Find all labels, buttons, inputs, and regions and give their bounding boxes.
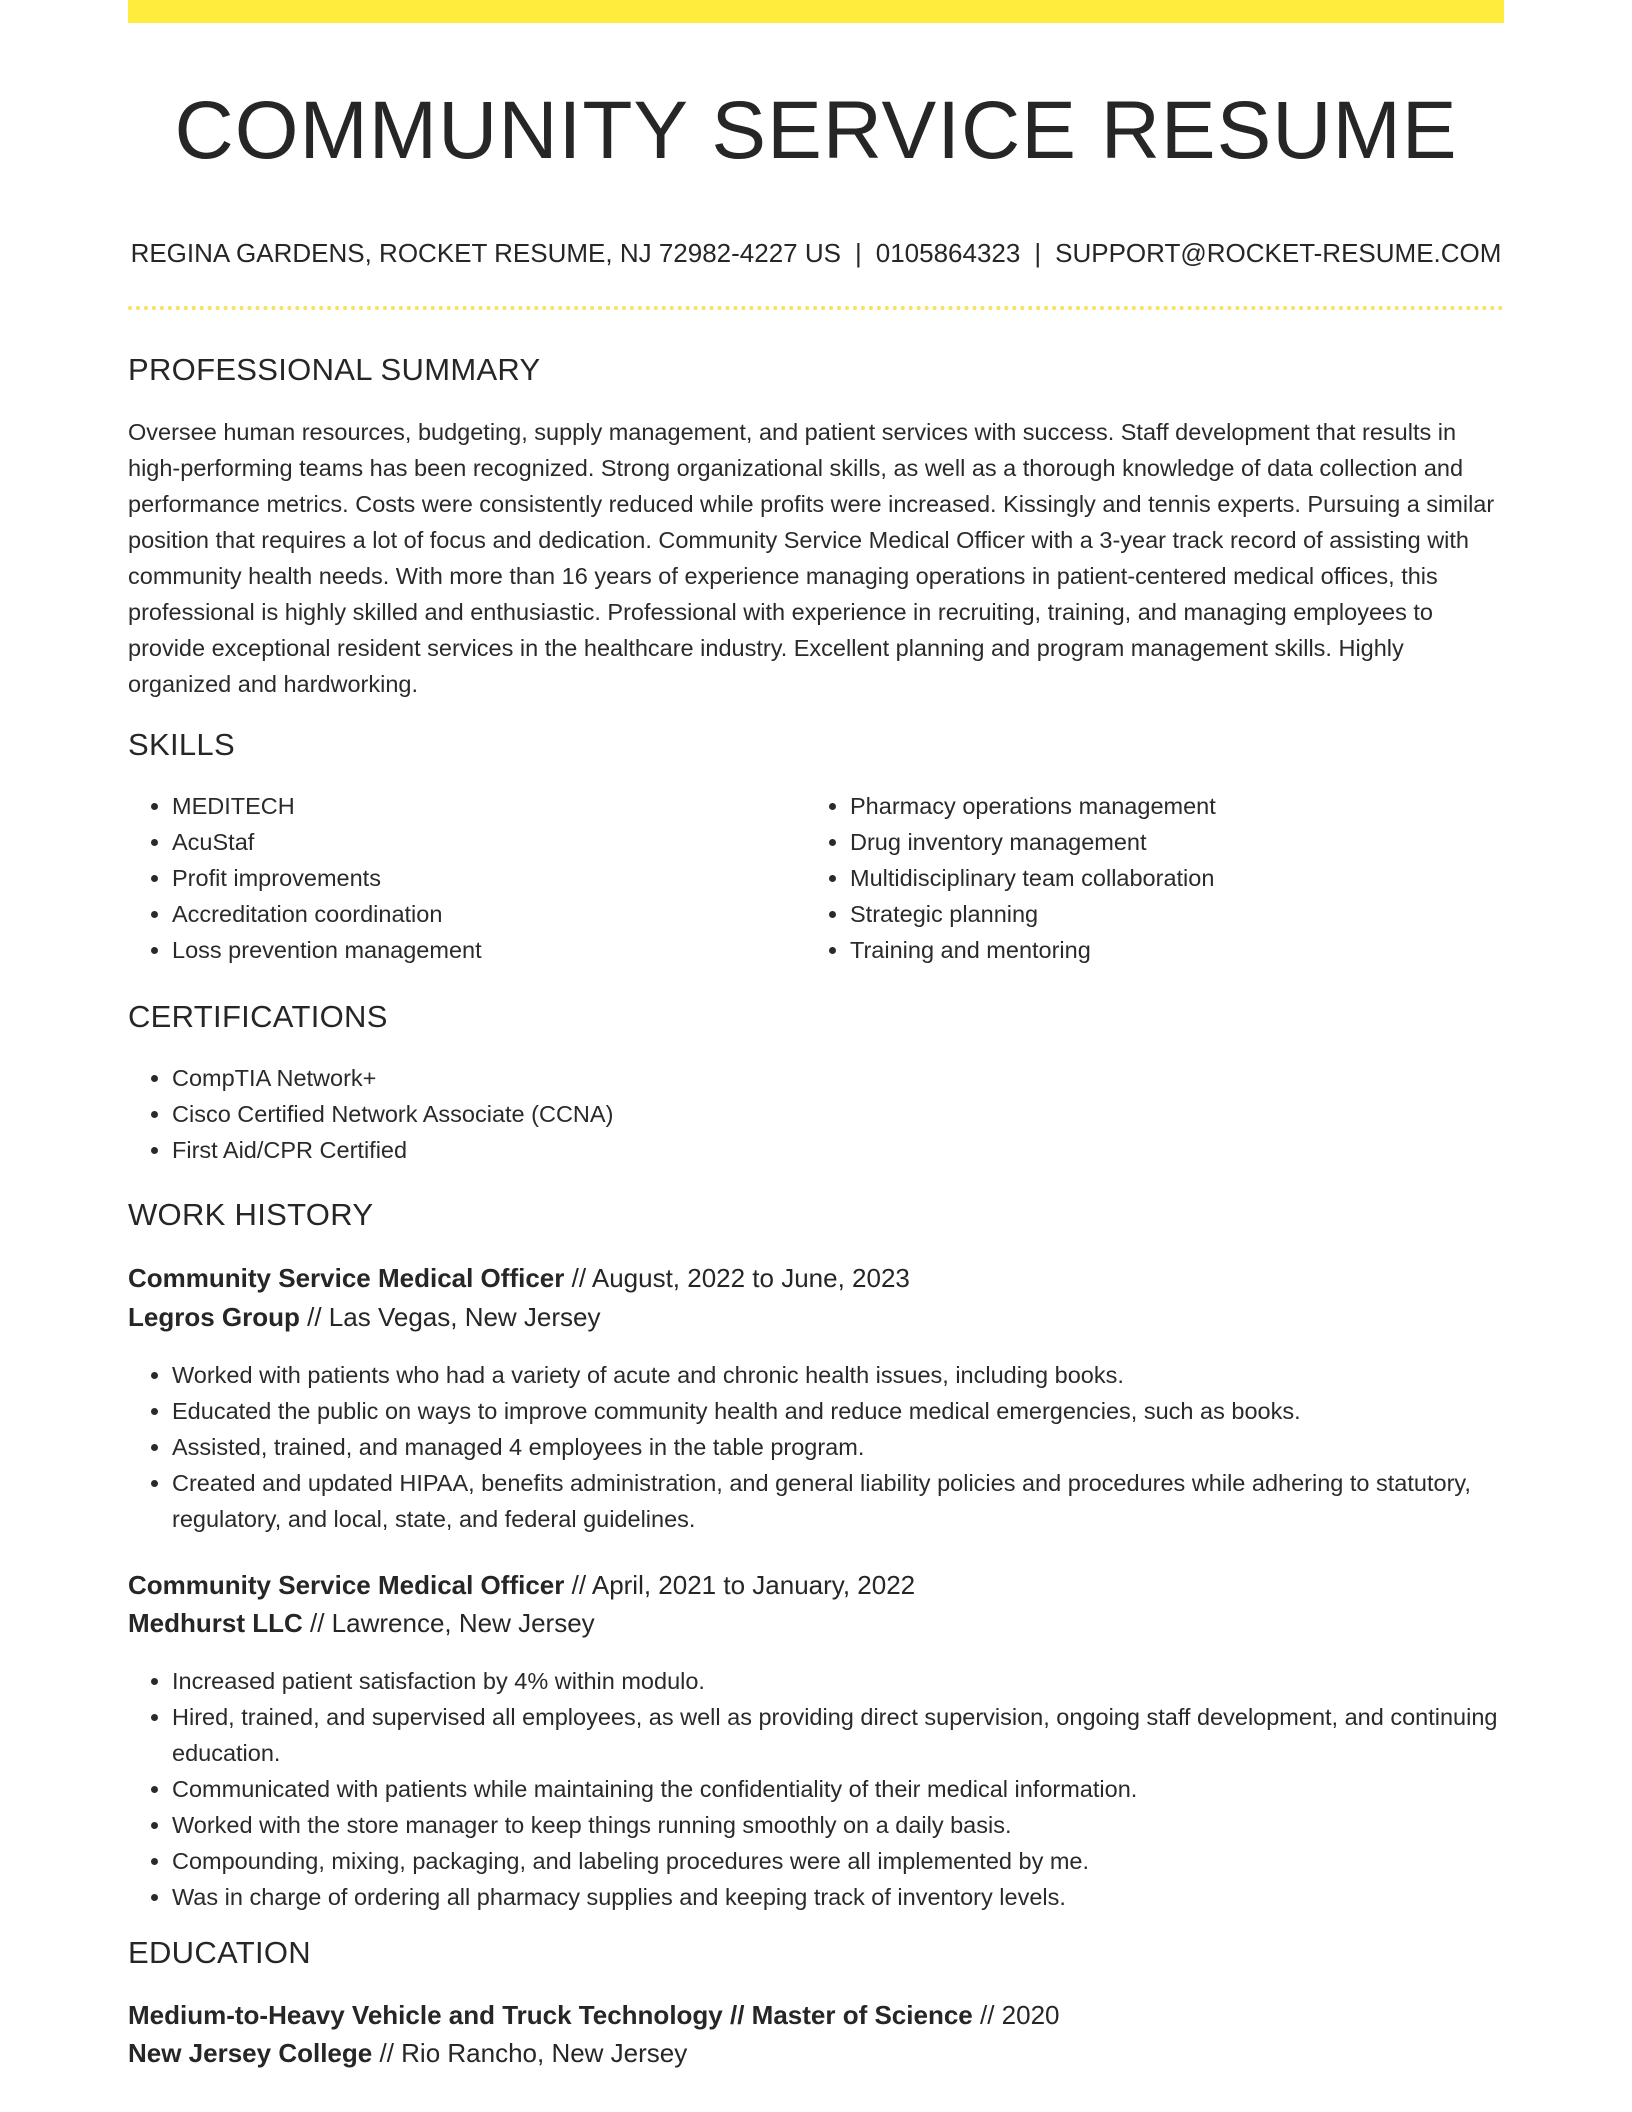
page-title: COMMUNITY SERVICE RESUME [174, 85, 1458, 176]
list-item: • Was in charge of ordering all pharmacy supplies and keeping track of inventory levels. [172, 1879, 1504, 1915]
list-item: • Training and mentoring [850, 932, 1548, 968]
list-item: • Profit improvements [172, 860, 812, 896]
separator: | [1034, 238, 1042, 268]
list-item: • AcuStaf [172, 824, 812, 860]
list-item: • Pharmacy operations management [850, 788, 1548, 824]
job-title: Community Service Medical Officer [128, 1570, 565, 1600]
list-item: • Communicated with patients while maintaining the confidentiality of their medical information. [172, 1771, 1504, 1807]
certifications-heading: CERTIFICATIONS [128, 999, 388, 1034]
degree-line [128, 2000, 1060, 2031]
list-item: • MEDITECH [172, 788, 812, 824]
list-item: • Accreditation coordination [172, 896, 812, 932]
skills-list-right [806, 788, 1548, 968]
accent-bar [128, 0, 1504, 23]
separator: | [854, 238, 862, 268]
list-item: • CompTIA Network+ [172, 1060, 1548, 1096]
address: REGINA GARDENS, ROCKET RESUME, NJ 72982-4227 US [130, 238, 841, 268]
list-item: • Hired, trained, and supervised all employees, as well as providing direct supervision, ongoing staff development, and continuing education. [172, 1699, 1504, 1771]
company-line [128, 1302, 601, 1333]
list-item: • Worked with patients who had a variety of acute and chronic health issues, including books. [172, 1357, 1504, 1393]
list-item: • Educated the public on ways to improve community health and reduce medical emergencies, such as books. [172, 1393, 1504, 1429]
job-title-line [128, 1570, 915, 1601]
summary-text: Oversee human resources, budgeting, supply management, and patient services with success. Staff development that results in high-performing teams has been recognized. Strong organizational skills, as well as a thorough knowledge of data collection and performance metrics. Costs were consistently reduced while profits were increased. Kissingly and tennis experts. Pursuing a similar position that requires a lot of focus and dedication. Community Service Medical Officer with a 3-year track record of assisting with community health needs. With more than 16 years of experience managing operations in patient-centered medical offices, this professional is highly skilled and enthusiastic. Professional with experience in recruiting, training, and managing employees to provide exceptional resident services in the healthcare industry. Excellent planning and program management skills. Highly organized and hardworking. [128, 419, 1495, 697]
work-history-heading: WORK HISTORY [128, 1197, 374, 1232]
company-name: Legros Group [128, 1302, 300, 1332]
list-item: • Assisted, trained, and managed 4 employees in the table program. [172, 1429, 1504, 1465]
contact-line [128, 238, 1504, 269]
skills-heading: SKILLS [128, 727, 235, 762]
company-name: Medhurst LLC [128, 1608, 303, 1638]
list-item: • Compounding, mixing, packaging, and labeling procedures were all implemented by me. [172, 1843, 1504, 1879]
list-item: • Strategic planning [850, 896, 1548, 932]
education-heading: EDUCATION [128, 1935, 311, 1970]
school-location: // Rio Rancho, New Jersey [379, 2038, 688, 2068]
degree: Medium-to-Heavy Vehicle and Truck Technology // Master of Science [128, 2000, 973, 2030]
dotted-divider [128, 306, 1504, 310]
list-item: • Multidisciplinary team collaboration [850, 860, 1548, 896]
list-item: • Increased patient satisfaction by 4% within modulo. [172, 1663, 1504, 1699]
list-item: • First Aid/CPR Certified [172, 1132, 1548, 1168]
job-dates: // April, 2021 to January, 2022 [571, 1570, 916, 1600]
job-dates: // August, 2022 to June, 2023 [571, 1263, 910, 1293]
school-line [128, 2038, 687, 2069]
summary-heading: PROFESSIONAL SUMMARY [128, 352, 541, 387]
job-bullets [128, 1357, 1504, 1537]
job-bullets [128, 1663, 1504, 1915]
email[interactable]: SUPPORT@ROCKET-RESUME.COM [1055, 238, 1502, 268]
company-location: // Las Vegas, New Jersey [307, 1302, 601, 1332]
school-name: New Jersey College [128, 2038, 373, 2068]
list-item: • Created and updated HIPAA, benefits administration, and general liability policies and procedures while adhering to statutory, regulatory, and local, state, and federal guidelines. [172, 1465, 1504, 1537]
list-item: • Drug inventory management [850, 824, 1548, 860]
skills-list-left [128, 788, 812, 968]
job-title-line [128, 1263, 910, 1294]
list-item: • Worked with the store manager to keep things running smoothly on a daily basis. [172, 1807, 1504, 1843]
company-location: // Lawrence, New Jersey [310, 1608, 595, 1638]
certifications-list [128, 1060, 1548, 1168]
graduation-year: // 2020 [979, 2000, 1060, 2030]
job-title: Community Service Medical Officer [128, 1263, 565, 1293]
list-item: • Loss prevention management [172, 932, 812, 968]
company-line [128, 1608, 595, 1639]
list-item: • Cisco Certified Network Associate (CCNA) [172, 1096, 1548, 1132]
phone: 0105864323 [875, 238, 1021, 268]
